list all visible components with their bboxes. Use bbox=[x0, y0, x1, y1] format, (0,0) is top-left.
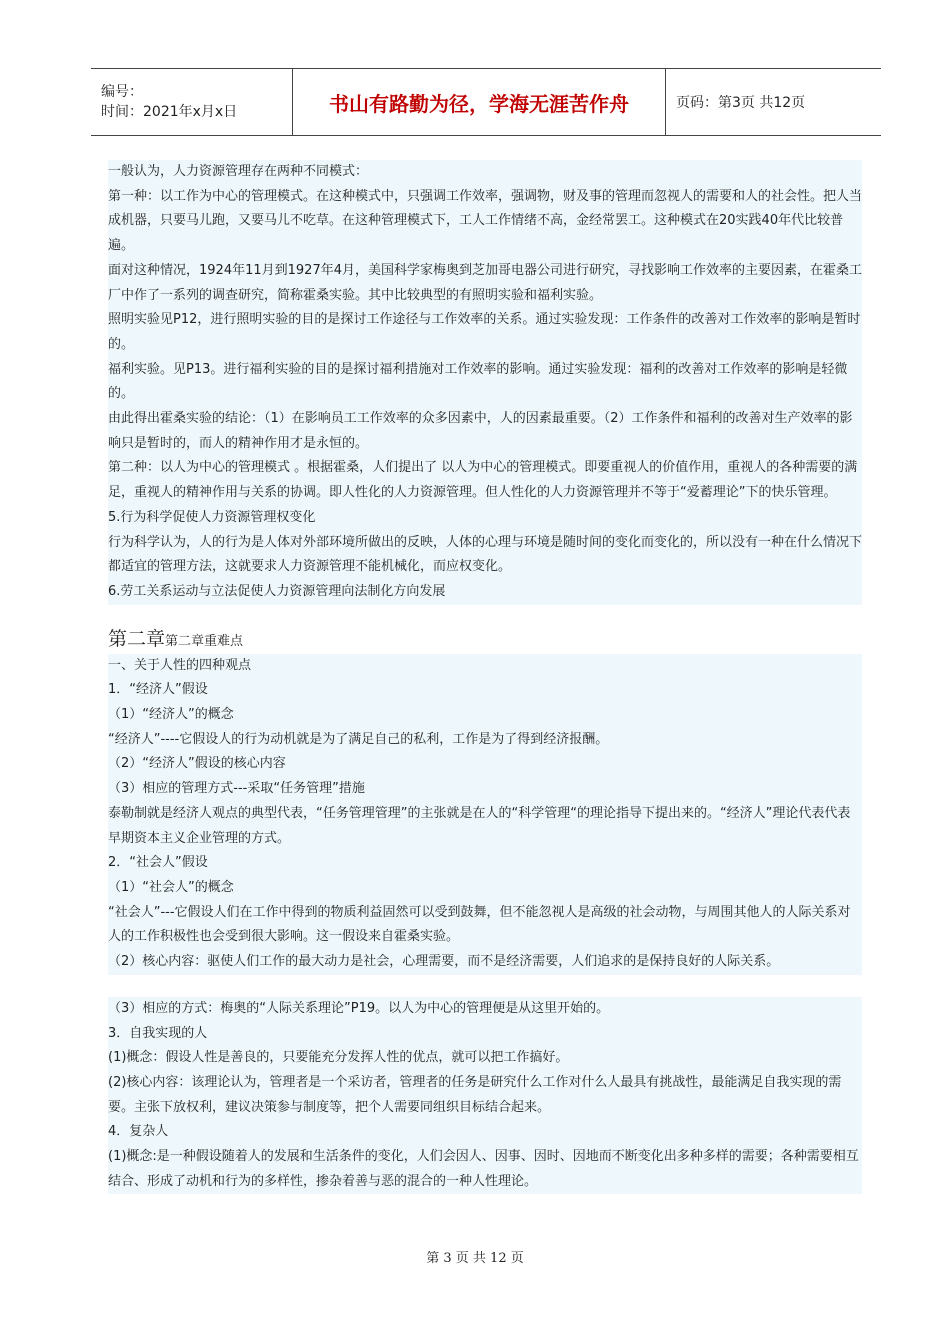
paragraph: 第一种：以工作为中心的管理模式。在这种模式中，只强调工作效率，强调物，财及事的管理而忽视人的需要和人的社会性。把人当成机器，只要马儿跑，又要马儿不吃草。在这种管理模式下，工人工作情绪不高，金经常罢工。这种模式在20实践40年代比较普遍。 bbox=[108, 188, 863, 254]
paragraph: 福利实验。见P13。进行福利实验的目的是探讨福利措施对工作效率的影响。通过实验发现：福利的改善对工作效率的影响是轻微的。 bbox=[108, 361, 848, 402]
paragraph: 第二种：以人为中心的管理模式 。根据霍桑，人们提出了 以人为中心的管理模式。即要重视人的价值作用，重视人的各种需要的满足，重视人的精神作用与关系的协调。即人性化的人力资源管理。但人性化的人力资源管理并不等于“爱蓄理论”下的快乐管理。 bbox=[108, 460, 858, 501]
paragraph: 2．“社会人”假设 bbox=[108, 855, 208, 871]
chapter-subtitle: 第二章重难点 bbox=[165, 633, 244, 649]
paragraph: 照明实验见P12，进行照明实验的目的是探讨工作途径与工作效率的关系。通过实验发现：工作条件的改善对工作效率的影响是暂时的。 bbox=[108, 312, 861, 352]
serial-label: 编号： bbox=[101, 84, 143, 100]
paragraph: “经济人”----它假设人的行为动机就是为了满足自己的私利，工作是为了得到经济报酬。 bbox=[108, 731, 609, 747]
paragraph: 3．自我实现的人 bbox=[108, 1025, 208, 1041]
paragraph: 由此得出霍桑实验的结论：（1）在影响员工工作效率的众多因素中，人的因素最重要。（2）工作条件和福利的改善对生产效率的影响只是暂时的，而人的精神作用才是永恒的。 bbox=[108, 411, 853, 451]
section-management-models bbox=[108, 160, 862, 605]
paragraph: 一般认为，人力资源管理存在两种不同模式： bbox=[108, 164, 369, 179]
section-human-nature-b bbox=[108, 997, 862, 1195]
paragraph: 一、关于人性的四种观点 bbox=[108, 657, 252, 673]
paragraph: (2)核心内容：该理论认为，管理者是一个采访者，管理者的任务是研究什么工作对什么人最具有挑战性，最能满足自我实现的需要。主张下放权利，建议决策参与制度等，把个人需要同组织目标结合起来。 bbox=[108, 1074, 842, 1115]
header-meta bbox=[91, 69, 293, 135]
paragraph: 5.行为科学促使人力资源管理权变化 bbox=[108, 509, 316, 525]
chapter-heading bbox=[108, 627, 862, 654]
paragraph: 行为科学认为，人的行为是人体对外部环境所做出的反映，人体的心理与环境是随时间的变化而变化的，所以没有一种在什么情况下都适宜的管理方法，这就要求人力资源管理不能机械化，而应权变化。 bbox=[108, 534, 863, 575]
paragraph: （3）相应的方式：梅奥的“人际关系理论”P19。以人为中心的管理便是从这里开始的。 bbox=[108, 1000, 610, 1016]
paragraph: (1)概念:是一种假设随着人的发展和生活条件的变化，人们会因人、因事、因时、因地而不断变化出多种多样的需要；各种需要相互结合、形成了动机和行为的多样性，掺杂着善与恶的混合的一种人性理论。 bbox=[108, 1149, 859, 1189]
paragraph: 1．“经济人”假设 bbox=[108, 682, 208, 698]
paragraph: 泰勒制就是经济人观点的典型代表，“任务管理管理”的主张就是在人的“科学管理“的理论指导下提出来的。“经济人”理论代表代表早期资本主义企业管理的方式。 bbox=[108, 805, 851, 846]
paragraph: （1）“经济人”的概念 bbox=[108, 707, 234, 723]
chapter-title: 第二章 bbox=[108, 627, 166, 650]
paragraph: （3）相应的管理方式---采取“任务管理”措施 bbox=[108, 781, 365, 797]
paragraph: （1）“社会人”的概念 bbox=[108, 879, 234, 895]
header-motto: 书山有路勤为径，学海无涯苦作舟 bbox=[293, 69, 666, 135]
paragraph: 6.劳工关系运动与立法促使人力资源管理向法制化方向发展 bbox=[108, 583, 446, 599]
paragraph: (1)概念：假设人性是善良的，只要能充分发挥人性的优点，就可以把工作搞好。 bbox=[108, 1050, 569, 1066]
page-header bbox=[91, 68, 881, 136]
time-label: 时间：2021年x月x日 bbox=[101, 104, 238, 120]
paragraph: 4．复杂人 bbox=[108, 1124, 169, 1140]
paragraph: “社会人”---它假设人们在工作中得到的物质利益固然可以受到鼓舞，但不能忽视人是高级的社会动物，与周围其他人的人际关系对人的工作积极性也会受到很大影响。这一假设来自霍桑实验。 bbox=[108, 904, 851, 945]
paragraph: 面对这种情况，1924年11月到1927年4月，美国科学家梅奥到芝加哥电器公司进行研究，寻找影响工作效率的主要因素，在霍桑工厂中作了一系列的调查研究，简称霍桑实验。其中比较典型的有照明实验和福利实验。 bbox=[108, 262, 862, 303]
spacer bbox=[108, 975, 862, 997]
paragraph: （2）核心内容：驱使人们工作的最大动力是社会，心理需要，而不是经济需要，人们追求的是保持良好的人际关系。 bbox=[108, 954, 780, 970]
document-body bbox=[108, 160, 862, 1194]
page-footer: 第 3 页 共 12 页 bbox=[426, 1251, 524, 1266]
spacer bbox=[108, 605, 862, 627]
section-human-nature-a bbox=[108, 654, 862, 975]
paragraph: （2）“经济人”假设的核心内容 bbox=[108, 756, 286, 772]
header-page-info: 页码：第3页 共12页 bbox=[676, 95, 806, 111]
